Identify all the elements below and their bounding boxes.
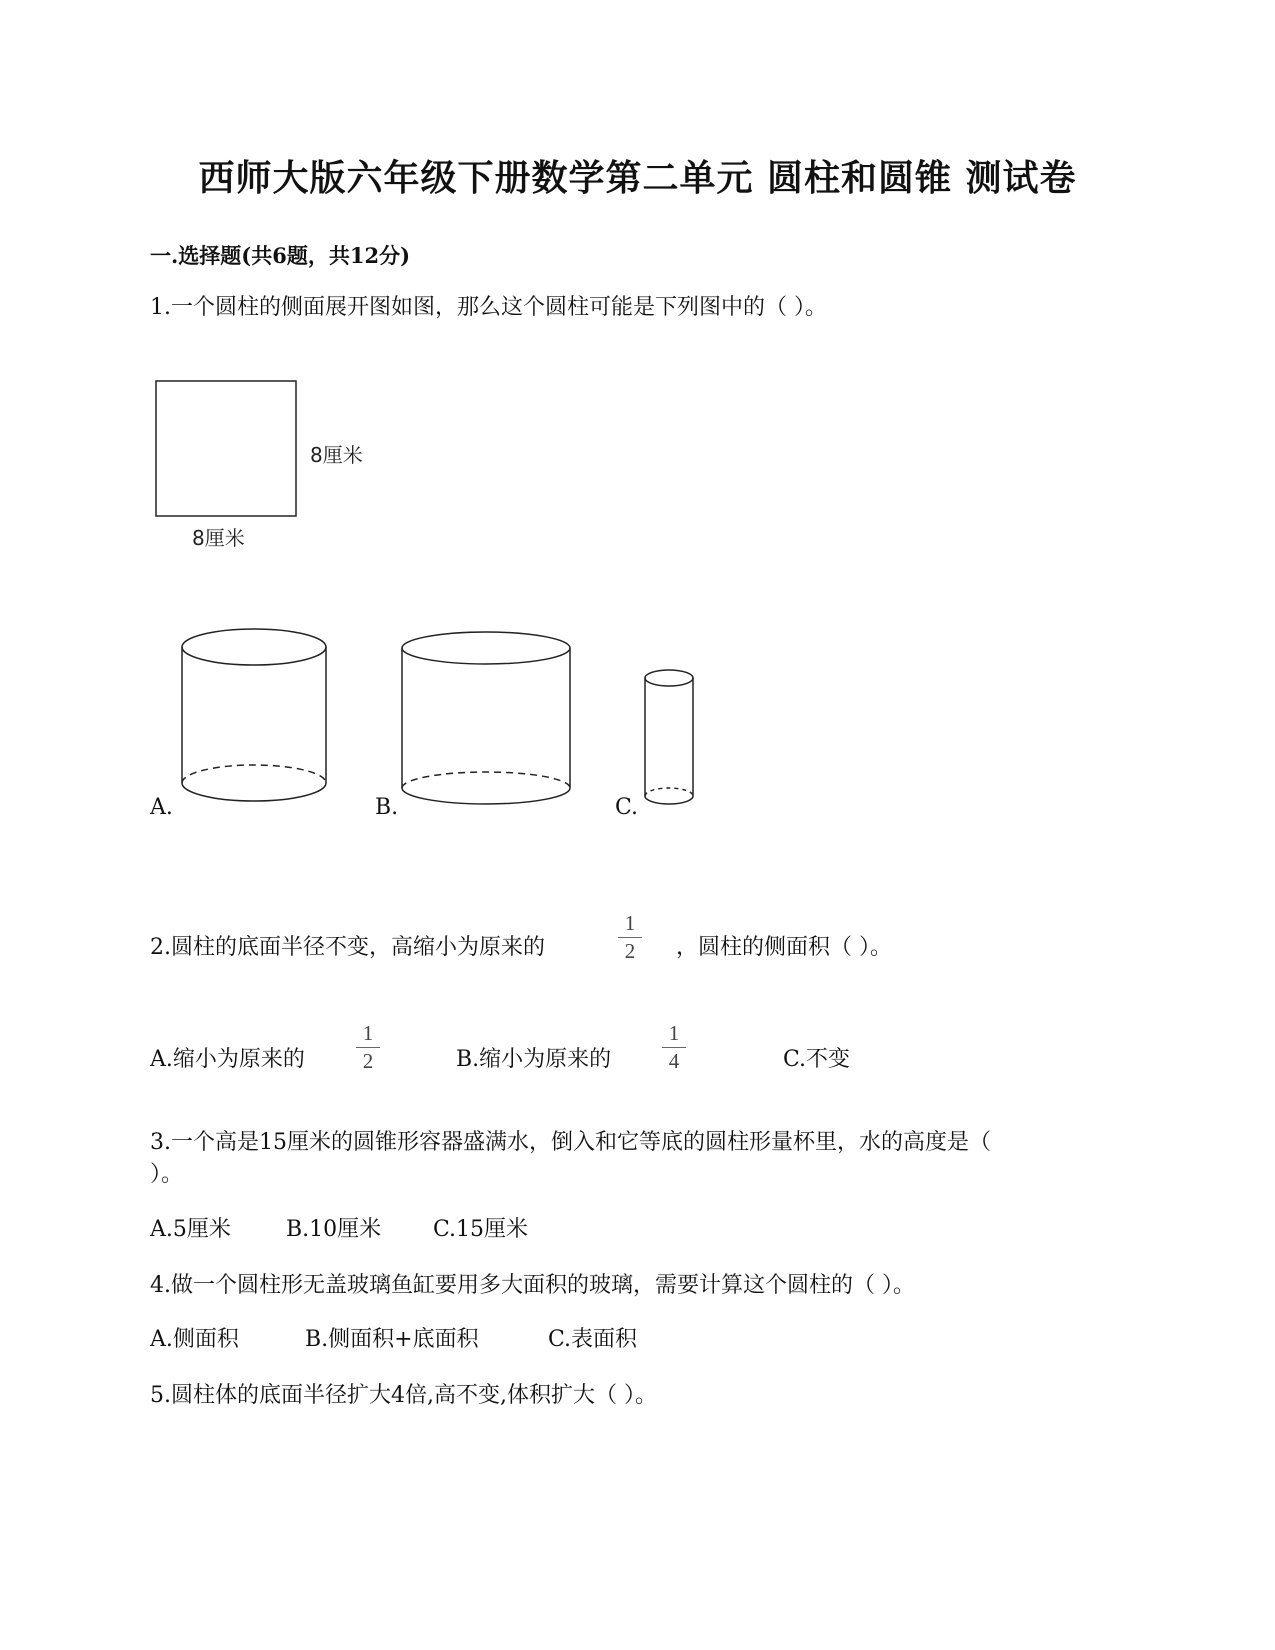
fraction-bar (618, 937, 642, 938)
cylinder-b-figure (400, 628, 575, 813)
q2-option-b-fraction (660, 1023, 688, 1072)
question-5: 5.圆柱体的底面半径扩大4倍,高不变,体积扩大（ ）。 (150, 1383, 657, 1408)
cylinder-c-figure (643, 668, 698, 813)
q3-option-c: C.15厘米 (433, 1217, 529, 1242)
question-2-fraction (616, 913, 644, 962)
fraction-numerator: 1 (362, 1021, 374, 1045)
question-2-text-after: ，圆柱的侧面积（ ）。 (676, 935, 892, 960)
section-heading: 一.选择题(共6题，共12分) (150, 243, 411, 268)
question-1: 1.一个圆柱的侧面展开图如图，那么这个圆柱可能是下列图中的（ ）。 (150, 295, 827, 320)
q2-option-b: B.缩小为原来的 (456, 1047, 612, 1072)
square-net (156, 381, 296, 516)
fraction-bar (662, 1047, 686, 1048)
square-height-label: 8厘米 (310, 443, 363, 467)
q2-option-a-fraction (354, 1023, 382, 1072)
fraction-denominator: 4 (668, 1049, 680, 1073)
fraction-denominator: 2 (624, 939, 636, 963)
q4-option-c: C.表面积 (548, 1327, 638, 1352)
q3-option-b: B.10厘米 (286, 1217, 382, 1242)
page-title: 西师大版六年级下册数学第二单元 圆柱和圆锥 测试卷 (198, 157, 1077, 199)
question-2-text-before: 2.圆柱的底面半径不变，高缩小为原来的 (150, 935, 545, 960)
q2-option-c: C.不变 (783, 1047, 851, 1072)
square-width-label: 8厘米 (192, 526, 245, 550)
q1-option-b: B. (375, 795, 399, 820)
fraction-denominator: 2 (362, 1049, 374, 1073)
q4-option-b: B.侧面积+底面积 (305, 1327, 479, 1352)
unfolded-square-figure (150, 375, 390, 555)
question-3-line-2: ）。 (150, 1162, 184, 1187)
q1-option-a: A. (150, 795, 173, 820)
q1-option-c: C. (615, 795, 639, 820)
cylinder-a-figure (180, 625, 335, 815)
fraction-numerator: 1 (624, 911, 636, 935)
fraction-bar (356, 1047, 380, 1048)
q3-option-a: A.5厘米 (150, 1217, 231, 1242)
fraction-numerator: 1 (668, 1021, 680, 1045)
question-3-line-1: 3.一个高是15厘米的圆锥形容器盛满水，倒入和它等底的圆柱形量杯里，水的高度是（ (150, 1130, 991, 1155)
question-4: 4.做一个圆柱形无盖玻璃鱼缸要用多大面积的玻璃，需要计算这个圆柱的（ ）。 (150, 1273, 915, 1298)
q2-option-a: A.缩小为原来的 (150, 1047, 305, 1072)
q4-option-a: A.侧面积 (150, 1327, 239, 1352)
